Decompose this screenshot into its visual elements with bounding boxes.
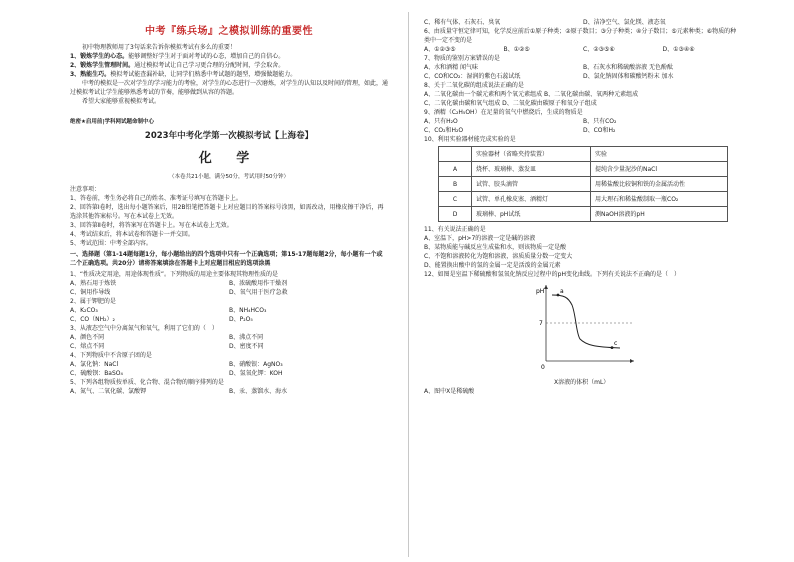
question-6-options: A、①②③⑤ B、①②⑤ C、②③⑤⑥ D、①③④⑥ xyxy=(424,46,695,53)
exam-title: 2023年中考化学第一次模拟考试【上海卷】 xyxy=(144,131,314,142)
table-row: A 烧杯、玻璃棒、蒸发皿 提纯含少量泥沙的NaCl xyxy=(439,162,728,177)
question-12: 12、如图是室温下稀硫酸和氢氧化钠反应过程中的pH变化曲线。下列有关说法不正确的是（ ） xyxy=(424,271,680,278)
notice-2: 2、回答第Ⅰ卷时，选出每小题答案后，用2B铅笔把答题卡上对应题目的答案标号涂黑，如需改动，用橡皮擦干净后，再选涂其他答案标号。写在本试卷上无效。 xyxy=(70,203,384,220)
intro-tip-3: 3、熟能生巧。模拟考试能查漏补缺，让同学们熟悉中考试题的题型，增强做题能力。 xyxy=(70,71,297,78)
question-2-options: A、K₂CO₃ B、NH₄HCO₃ C、CO（NH₂）₂ D、P₂O₅ xyxy=(70,306,267,323)
right-column xyxy=(424,18,742,552)
point-c-label: c xyxy=(614,340,618,347)
intro-tip-2: 2、锻炼学生管理时间。通过模拟考试让自己学习更合理的分配时间，学会取舍。 xyxy=(70,62,285,69)
section-head: 一、选择题（第1-14题每题1分，每小题给出的四个选项中只有一个正确选项；第15-17题每题2分，每小题有一个或二个正确选项。共20分）请将答案填涂在答题卡上对应题目相应的选项涂黑 xyxy=(70,250,383,267)
question-11-option-d: D、能置换出酸中的氢的金属一定是活泼的金属元素 xyxy=(424,262,561,269)
question-6: 6、由质量守恒定律可知，化学反应前后①原子种类；②原子数目；③分子种类；④分子数目；⑤元素种类；⑥物质的种类中一定不变的是 xyxy=(424,28,737,44)
question-1-options: A、熟石用于炼铁 B、浓硫酸用作干燥剂 C、铜用作导线 D、氧气用于医疗急救 xyxy=(70,279,288,296)
origin-label: 0 xyxy=(541,364,545,371)
table-header-row: 实验器材（省略夹持装置） 实验 xyxy=(439,147,728,162)
table-row: D 玻璃棒、pH试纸 测NaOH溶液的pH xyxy=(439,207,728,222)
point-a-dot xyxy=(557,294,560,297)
intro-title: 中考『练兵场』之模拟训练的重要性 xyxy=(145,26,313,37)
ph-curve-figure xyxy=(534,281,644,373)
exam-note: （本卷共21小题，满分50分，考试用时50分钟） xyxy=(169,173,289,180)
question-8: 8、关于二氧化碳的组成说法正确的是 xyxy=(424,82,524,89)
y-axis-arrow xyxy=(544,285,548,289)
question-5: 5、下列各组物质按单质、化合物、混合物的顺序排列的是 xyxy=(70,378,224,386)
tick-7: 7 xyxy=(539,320,543,327)
notice-3: 3、回答第Ⅱ卷时，将答案写在答题卡上。写在本试卷上无效。 xyxy=(70,221,233,229)
table-row: C 试管、单孔橡皮塞、酒精灯 用大理石和稀盐酸制取一瓶CO₂ xyxy=(439,192,728,207)
question-7: 7、物质的鉴别方案错误的是 xyxy=(424,55,500,62)
intro-closing: 希望大家能够重视模拟考试。 xyxy=(82,98,161,105)
question-9: 9、酒精（C₂H₅OH）在足量的氧气中燃烧后，生成的物质是 xyxy=(424,109,583,116)
x-axis-arrow xyxy=(630,359,634,363)
question-2: 2、属于钾肥的是 xyxy=(70,297,116,305)
y-axis-label: pH xyxy=(536,288,545,295)
intro-lead: 初中物理教师用了3句话来告诉你模拟考试有多么的重要！ xyxy=(82,44,236,51)
question-3-options: A、颜色不同 B、沸点不同 C、熔点不同 D、密度不同 xyxy=(70,333,264,350)
left-column xyxy=(70,18,388,552)
question-11-option-c: C、不饱和溶液转化为饱和溶液，溶质质量分数一定变大 xyxy=(424,253,573,260)
question-9-options: A、只有H₂O B、只有CO₂ C、CO₂和H₂O D、CO和H₂ xyxy=(424,118,617,134)
question-4-options: A、氯化钠：NaCl B、硝酸银：AgNO₃ C、硫酸钡：BaSO₄ D、氢氧化钾：KOH xyxy=(70,360,283,377)
question-8-line-2: C、二氧化碳由碳和氧气组成 D、二氧化碳由碳原子和氧分子组成 xyxy=(424,100,597,107)
question-5-options: A、氮气、二氧化碳、氯酸钾 B、汞、蒸馏水、海水 xyxy=(70,387,288,395)
notice-1: 1、答卷前，考生务必将自己的姓名、准考证号填写在答题卡上。 xyxy=(70,194,242,202)
source-line: 绝密★启用前|学科网试题命制中心 xyxy=(70,119,154,125)
question-3: 3、从液态空气中分离氮气和氧气，利用了它们的（ ） xyxy=(70,324,218,332)
ph-curve xyxy=(552,295,620,348)
notice-5: 5、考试范围：中考全部内容。 xyxy=(70,239,152,247)
question-7-options: A、水和酒精 闻气味 B、石灰水和稀硫酸溶液 无色酚酞 C、CO和CO₂：湿润的紫色石蕊试纸 D、氯化钠固体和碳酸钙粉末 加水 xyxy=(424,64,674,80)
experiment-table xyxy=(438,146,728,222)
question-11: 11、有关说法正确的是 xyxy=(424,226,486,233)
question-5-options-cont: C、稀有气体、石灰石、臭氧 D、洁净空气、氯化镁、液态氧 xyxy=(424,19,666,26)
subject-title: 化 学 xyxy=(198,151,260,166)
notice-head: 注意事项： xyxy=(70,185,101,193)
table-row: B 试管、胶头滴管 用稀盐酸比较铜和铁的金属活动性 xyxy=(439,177,728,192)
question-10: 10、利用实验器材能完成实验的是 xyxy=(424,136,516,143)
question-1: 1、“性质决定用途，用途体现性质”。下列物质的用途主要体现其物理性质的是 xyxy=(70,270,279,278)
question-12-option-a: A、图中X是稀硫酸 xyxy=(424,388,475,395)
intro-paragraph: 中考的模拟是一次对学生的学习能力的考验，对学生的心态进行一次磨炼，对学生的认知以及时间的管理，如此，通过模拟考试让学生能够熟悉考试的节奏，能够做到从容的答题。 xyxy=(70,80,389,96)
question-8-line-1: A、二氧化碳由一个碳元素和两个氧元素组成 B、二氧化碳由碳、氧两种元素组成 xyxy=(424,91,639,98)
point-c-dot xyxy=(611,346,614,349)
x-axis-label: X溶液的体积（mL） xyxy=(554,379,610,386)
question-4: 4、下列物质中不含原子团的是 xyxy=(70,351,152,359)
question-11-option-a: A、室温下，pH>7的溶液一定是碱的溶液 xyxy=(424,235,536,242)
question-11-option-b: B、某物质能与碱反应生成盐和水，则该物质一定是酸 xyxy=(424,244,567,251)
intro-tip-1: 1、锻炼学生的心态。能够调整好学生对于面对考试的心态，增加自己的自信心。 xyxy=(70,53,285,60)
point-a-label: a xyxy=(560,288,564,295)
column-divider xyxy=(408,12,409,557)
notice-4: 4、考试结束后，将本试卷和答题卡一并交回。 xyxy=(70,230,194,238)
